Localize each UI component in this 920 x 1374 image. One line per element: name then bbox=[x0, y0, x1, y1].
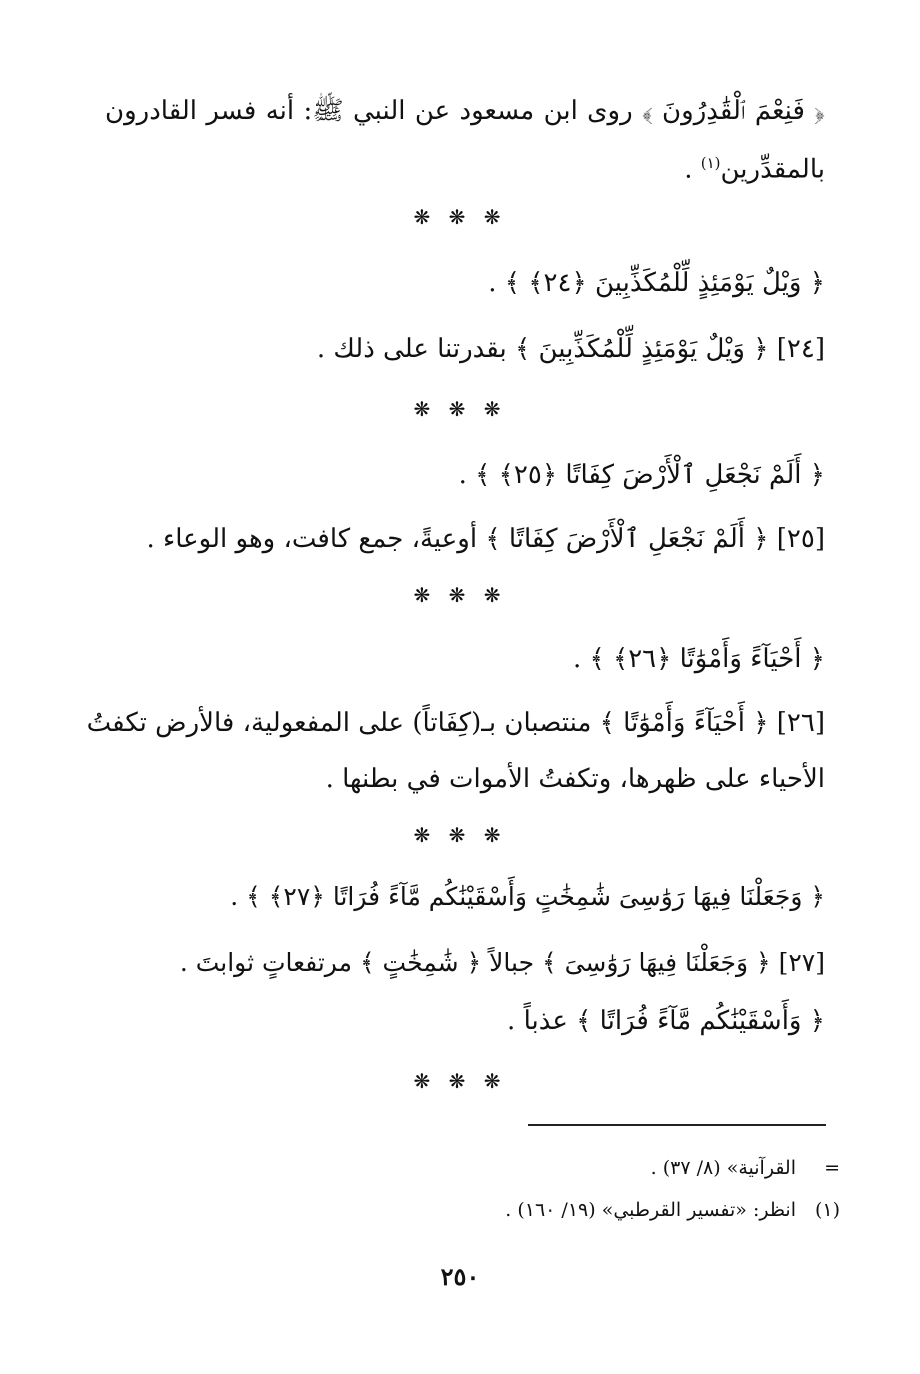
tafsir-26-line-1: [٢٦] ﴿ أَحْيَآءً وَأَمْوَٰتًا ﴾ منتصبان بـ(كِفَاتاً) على المفعولية، فالأرض تكفتُ bbox=[86, 708, 825, 738]
section-separator-1: ❋ ❋ ❋ bbox=[413, 205, 507, 229]
footnote-ref-1: (١) bbox=[700, 154, 721, 172]
tafsir-27-line-2: ﴿ وَأَسْقَيْنَٰكُم مَّآءً فُرَاتًا ﴾ عذباً . bbox=[507, 1006, 825, 1036]
tafsir-26-line-2: الأحياء على ظهرها، وتكفتُ الأموات في بطنها . bbox=[325, 764, 825, 794]
footnote-continuation bbox=[300, 1154, 840, 1182]
verse-24: ﴿ وَيْلٌ يَوْمَئِذٍ لِّلْمُكَذِّبِينَ ﴿٢٤﴾ ﴾ . bbox=[488, 268, 825, 298]
footnote-continuation-text: القرآنية» (٨/ ٣٧) . bbox=[650, 1157, 796, 1179]
tafsir-27-line-1: [٢٧] ﴿ وَجَعَلْنَا فِيهَا رَوَٰسِىَ ﴾ جبالاً ﴿ شَٰمِخَٰتٍ ﴾ مرتفعاتٍ ثوابتَ . bbox=[179, 948, 825, 977]
paragraph-line-2 bbox=[105, 144, 825, 189]
verse-27: ﴿ وَجَعَلْنَا فِيهَا رَوَٰسِىَ شَٰمِخَٰتٍ وَأَسْقَيْنَٰكُم مَّآءً فُرَاتًا ﴿٢٧﴾ ﴾ . bbox=[230, 882, 825, 911]
footnote-continuation-marker: = bbox=[824, 1157, 840, 1179]
footnote-1 bbox=[300, 1196, 840, 1224]
tafsir-24: [٢٤] ﴿ وَيْلٌ يَوْمَئِذٍ لِّلْمُكَذِّبِينَ ﴾ بقدرتنا على ذلك . bbox=[316, 334, 825, 364]
section-separator-3: ❋ ❋ ❋ bbox=[413, 583, 507, 607]
section-separator-2: ❋ ❋ ❋ bbox=[413, 397, 507, 421]
footnote-rule bbox=[528, 1124, 826, 1126]
verse-25: ﴿ أَلَمْ نَجْعَلِ ٱلْأَرْضَ كِفَاتًا ﴿٢٥﴾ ﴾ . bbox=[458, 460, 825, 490]
footnote-1-text: انظر: «تفسير القرطبي» (١٩/ ١٦٠) . bbox=[505, 1199, 796, 1221]
paragraph-line-2-end: . bbox=[684, 154, 693, 185]
footnote-1-marker: (١) bbox=[814, 1199, 840, 1221]
paragraph-line-1: ﴿ فَنِعْمَ ٱلْقَٰدِرُونَ ﴾ روى ابن مسعود عن النبي ﷺ: أنه فسر القادرون bbox=[105, 96, 825, 126]
tafsir-25: [٢٥] ﴿ أَلَمْ نَجْعَلِ ٱلْأَرْضَ كِفَاتًا ﴾ أوعيةً، جمع كافت، وهو الوعاء . bbox=[146, 524, 825, 554]
page-number: ٢٥٠ bbox=[440, 1262, 480, 1291]
section-separator-4: ❋ ❋ ❋ bbox=[413, 823, 507, 847]
paragraph-line-2-text: بالمقدِّرين bbox=[720, 154, 825, 185]
section-separator-5: ❋ ❋ ❋ bbox=[413, 1069, 507, 1093]
verse-26: ﴿ أَحْيَآءً وَأَمْوَٰتًا ﴿٢٦﴾ ﴾ . bbox=[572, 644, 825, 674]
